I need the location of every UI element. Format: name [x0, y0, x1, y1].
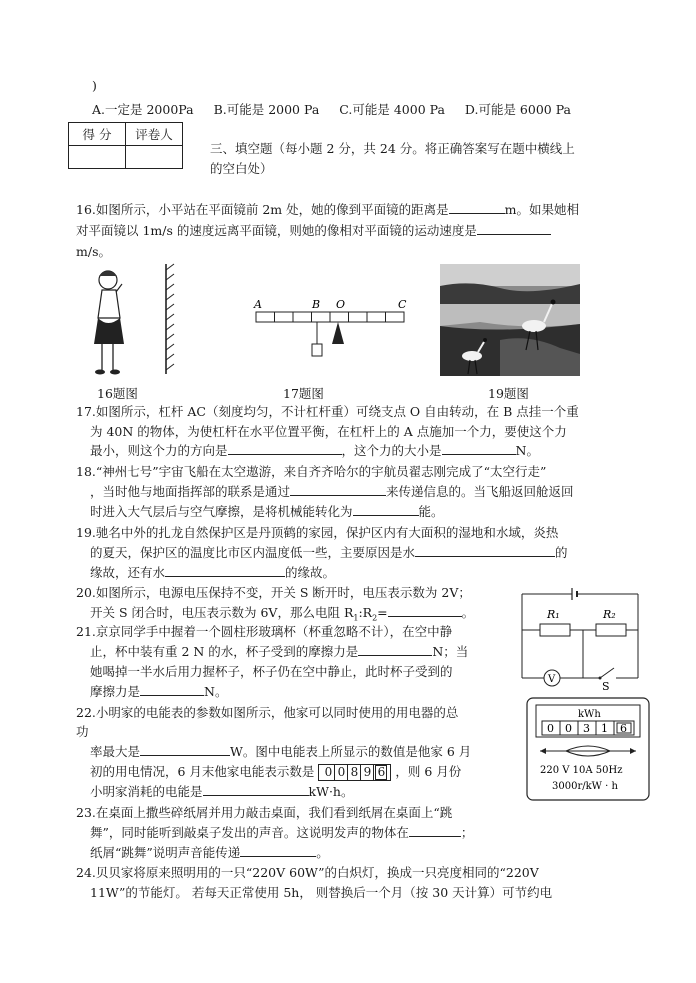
q16-blank-2[interactable] — [477, 222, 551, 235]
fig16-caption: 16题图 — [97, 386, 138, 401]
q17-text-a: 最小，则这个力的方向是 — [90, 443, 228, 458]
q18-text-b: 来传递信息的。当飞船返回舱返回 — [386, 484, 574, 499]
q17-line3 — [90, 441, 539, 459]
q23-blank-1[interactable] — [409, 824, 461, 837]
q23-text-a: 舞”，同时能听到敲桌子发出的声音。这说明发声的物体在 — [90, 825, 409, 840]
score-cell — [69, 146, 126, 169]
q18-text-a: ，当时他与地面指挥部的联系是通过 — [90, 484, 291, 499]
q16-text-b: m。如果她相 — [504, 202, 579, 217]
meter-digit: 1 — [601, 722, 608, 735]
q20-text-b: :R — [358, 605, 373, 620]
q16-line1 — [76, 200, 579, 218]
q19-line1: 19.驰名中外的扎龙自然保护区是丹顶鹤的家园，保护区内有大面积的湿地和水域，炎热 — [76, 525, 559, 540]
q15-paren: ) — [92, 78, 97, 93]
fig17-caption: 17题图 — [283, 386, 324, 401]
q19-text-c: 缘故，还有水 — [90, 565, 166, 580]
q20-text-d: 。 — [461, 605, 475, 620]
q19-text-b: 的 — [555, 545, 568, 560]
score-header: 得 分 — [69, 123, 126, 146]
option-d: D.可能是 6000 Pa — [464, 102, 572, 117]
q17-blank-2[interactable] — [442, 442, 516, 455]
q17-line1: 17.如图所示，杠杆 AC（刻度均匀，不计杠杆重）可绕支点 O 自由转动，在 B 点挂一个重 — [76, 404, 579, 419]
q22-text-e: 小明家消耗的电能是 — [90, 784, 203, 799]
meter-spec: 220 V 10A 50Hz — [540, 765, 623, 776]
switch-label: S — [602, 680, 610, 690]
q22-line5 — [90, 782, 353, 800]
score-table — [68, 122, 183, 169]
meter-digit: 0 — [565, 722, 572, 735]
q20-sub-2: 2 — [372, 613, 378, 623]
q24-line2: 11W”的节能灯。 若每天正常使用 5h， 则替换后一个月（按 30 天计算）可节约电 — [90, 885, 553, 900]
meter-digit: 0 — [547, 722, 554, 735]
q19-blank-2[interactable] — [165, 564, 285, 577]
q22-line2: 功 — [76, 724, 89, 739]
q23-blank-2[interactable] — [240, 844, 316, 857]
q23-text-b: ； — [460, 825, 474, 840]
reading-digit-decimal: 6 — [375, 765, 387, 780]
option-c: C.可能是 4000 Pa — [339, 102, 445, 117]
q18-blank-1[interactable] — [290, 483, 386, 496]
voltmeter-label: V — [548, 674, 556, 685]
q18-text-c: 时进入大气层后与空气摩擦，是将机械能转化为 — [90, 504, 353, 519]
q23-text-d: 。 — [316, 845, 329, 860]
q16-line2 — [76, 221, 551, 239]
grader-header: 评卷人 — [126, 123, 183, 146]
reading-digit: 0 — [322, 765, 335, 780]
q20-line1: 20.如图所示，电源电压保持不变，开关 S 断开时，电压表示数为 2V； — [76, 585, 471, 600]
q16-blank-1[interactable] — [449, 201, 505, 214]
q22-line4 — [90, 762, 461, 781]
reading-digit: 8 — [348, 765, 361, 780]
q22-text-c: 初的用电情况，6 月末他家电能表示数是 — [90, 764, 315, 779]
fig20-circuit — [516, 586, 644, 690]
fig19-caption: 19题图 — [488, 386, 529, 401]
q17-line2: 为 40N 的物体，为使杠杆在水平位置平衡，在杠杆上的 A 点施加一个力，要使这个力 — [90, 424, 567, 439]
option-a: A.一定是 2000Pa — [92, 102, 194, 117]
fig22-energy-meter — [526, 697, 650, 801]
q21-text-b: N；当 — [432, 644, 469, 659]
q16-line3: m/s。 — [76, 244, 111, 259]
q20-sub-1: 1 — [353, 613, 359, 623]
fig19-crane-photo — [440, 264, 580, 376]
q19-line3 — [90, 563, 335, 581]
q18-line2 — [90, 482, 574, 500]
q19-text-d: 的缘故。 — [285, 565, 336, 580]
q22-text-a: 率最大是 — [90, 744, 141, 759]
q16-text-c: 对平面镜以 1m/s 的速度远离平面镜，则她的像相对平面镜的运动速度是 — [76, 223, 477, 238]
lever-label-c: C — [398, 298, 407, 311]
q22-text-f: kW·h。 — [308, 784, 354, 799]
q22-text-b: W。图中电能表上所显示的数值是他家 6 月 — [230, 744, 472, 759]
q18-text-d: 能。 — [418, 504, 444, 519]
reading-digit: 9 — [361, 765, 374, 780]
q20-text-c: = — [377, 605, 388, 620]
meter-digit: 3 — [583, 722, 590, 735]
q21-line4 — [90, 682, 227, 700]
lever-label-b: B — [312, 298, 321, 311]
q21-text-c: 摩擦力是 — [90, 684, 141, 699]
q22-blank-1[interactable] — [140, 743, 230, 756]
q23-line2 — [90, 823, 473, 841]
q23-text-c: 纸屑“跳舞”说明声音能传递 — [90, 845, 241, 860]
q22-reading-box — [318, 764, 391, 781]
q15-options — [92, 100, 571, 118]
q21-blank-2[interactable] — [140, 683, 204, 696]
q20-text-a: 开关 S 闭合时，电压表示数为 6V，那么电阻 R — [90, 605, 354, 620]
q17-text-c: N。 — [515, 443, 539, 458]
meter-rate: 3000r/kW · h — [552, 781, 618, 792]
q21-text-d: N。 — [204, 684, 228, 699]
r1-label: R₁ — [547, 608, 560, 621]
q22-line3 — [90, 742, 471, 760]
q19-text-a: 的夏天，保护区的温度比市区内温度低一些，主要原因是水 — [90, 545, 416, 560]
r2-label: R₂ — [603, 608, 616, 621]
meter-digit-decimal: 6 — [620, 722, 627, 735]
section-title: 三、填空题（每小题 2 分，共 24 分。将正确答案写在题中横线上 — [210, 141, 575, 156]
q17-blank-1[interactable] — [228, 442, 342, 455]
fig17-lever — [250, 296, 410, 376]
q16-text-a: 16.如图所示，小平站在平面镜前 2m 处，她的像到平面镜的距离是 — [76, 202, 449, 217]
q22-line1: 22.小明家的电能表的参数如图所示，他家可以同时使用的用电器的总 — [76, 705, 459, 720]
q21-blank-1[interactable] — [358, 643, 432, 656]
q23-line1: 23.在桌面上撒些碎纸屑并用力敲击桌面，我们看到纸屑在桌面上“跳 — [76, 805, 453, 820]
q21-text-a: 止，杯中装有重 2 N 的水，杯子受到的摩擦力是 — [90, 644, 359, 659]
q24-line1: 24.贝贝家将原来照明用的一只“220V 60W”的白炽灯，换成一只亮度相同的“220V — [76, 865, 539, 880]
q20-blank[interactable] — [388, 604, 462, 617]
q19-line2 — [90, 543, 568, 561]
q18-line1: 18.“神州七号”宇宙飞船在太空遨游，来自齐齐哈尔的宇航员翟志刚完成了“太空行走” — [76, 464, 547, 479]
q20-line2 — [90, 603, 474, 623]
meter-unit: kWh — [578, 709, 601, 720]
section-title-cont: 的空白处） — [210, 161, 273, 176]
lever-label-o: O — [336, 298, 346, 311]
q21-line3: 她喝掉一半水后用力握杯子，杯子仍在空中静止，此时杯子受到的 — [90, 664, 453, 679]
grader-cell — [126, 146, 183, 169]
option-b: B.可能是 2000 Pa — [213, 102, 320, 117]
q19-blank-1[interactable] — [415, 544, 555, 557]
q23-line3 — [90, 843, 329, 861]
q22-blank-2[interactable] — [203, 783, 309, 796]
q22-text-d: ，则 6 月份 — [395, 764, 462, 779]
lever-label-a: A — [254, 298, 262, 311]
reading-digit: 0 — [335, 765, 348, 780]
q18-blank-2[interactable] — [353, 503, 419, 516]
q17-text-b: ，这个力的大小是 — [341, 443, 442, 458]
fig16-girl-mirror — [86, 262, 186, 384]
q21-line1: 21.京京同学手中握着一个圆柱形玻璃杯（杯重忽略不计），在空中静 — [76, 624, 453, 639]
q21-line2 — [90, 642, 468, 660]
q18-line3 — [90, 502, 444, 520]
